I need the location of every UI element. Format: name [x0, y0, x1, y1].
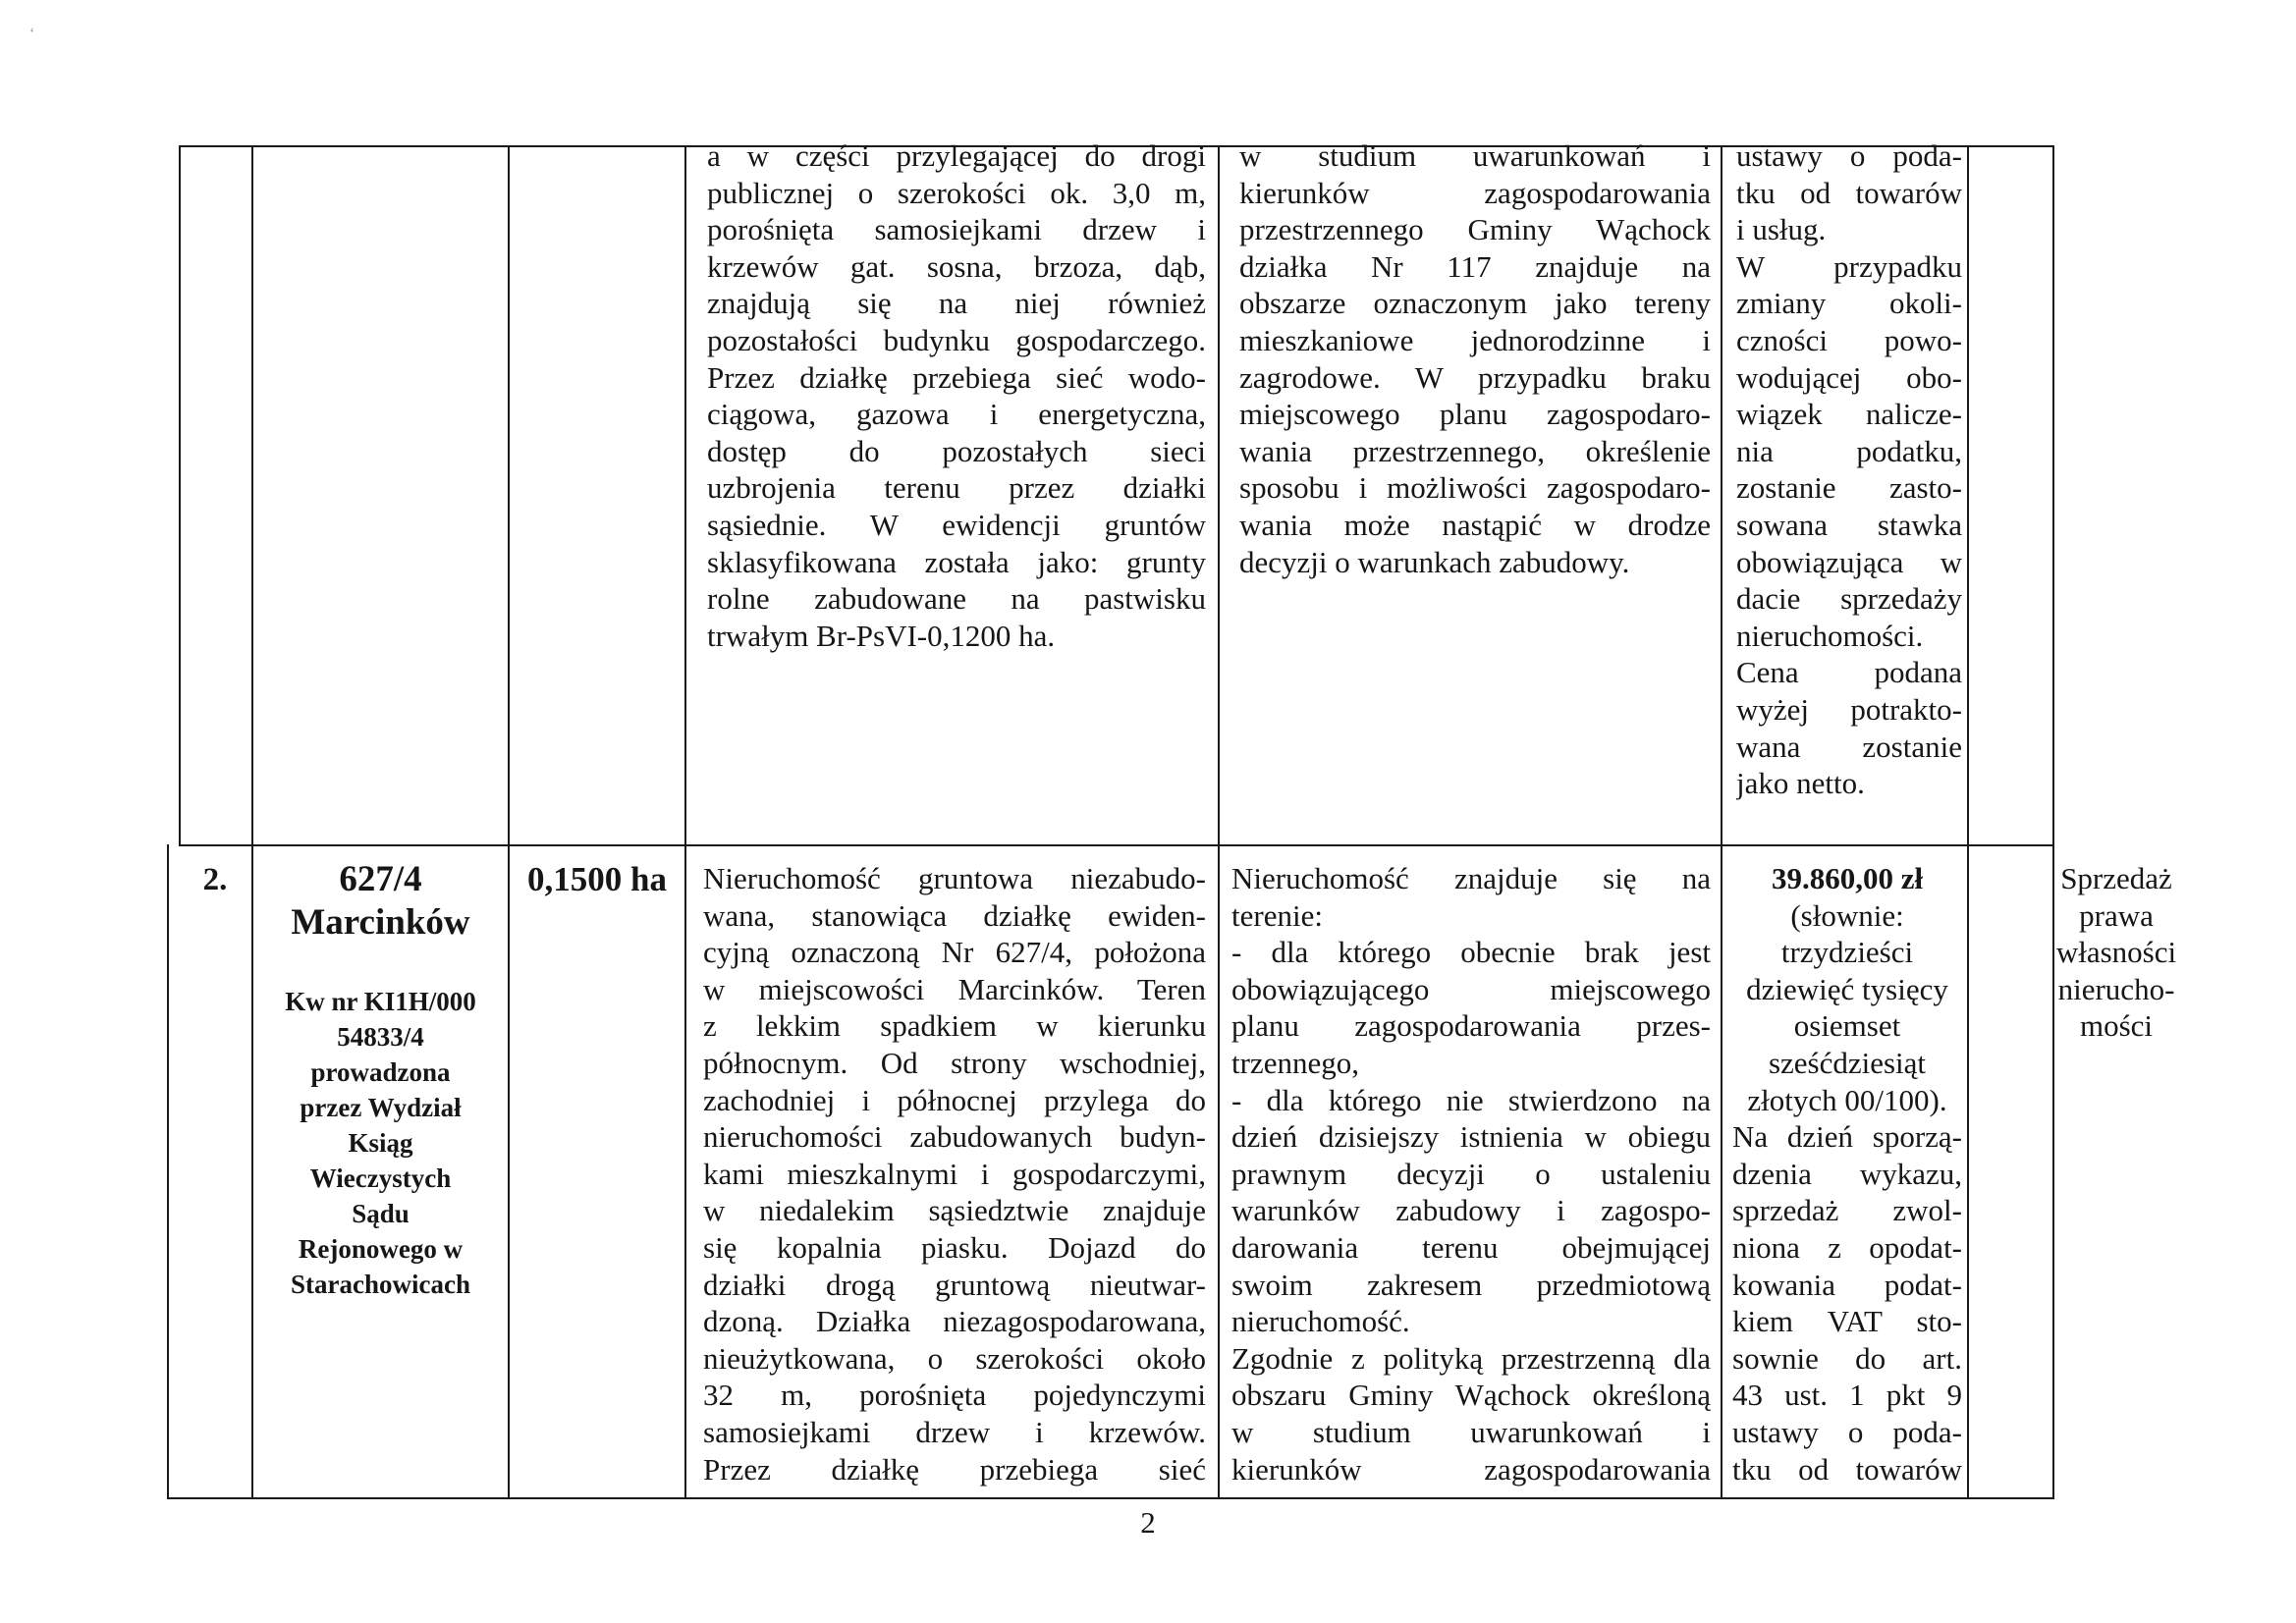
- text-line: z lekkim spadkiem w kierunku: [703, 1008, 1206, 1044]
- text-line: Nieruchomość gruntowa niezabudo-: [703, 861, 1206, 895]
- text-line: tku od towarów: [1736, 175, 1962, 210]
- text-line: nia podatku,: [1736, 433, 1962, 468]
- text-line: znajdują się na niej również: [707, 286, 1206, 321]
- locality-name: Marcinków: [291, 902, 470, 943]
- text-line: uzbrojenia terenu przez działki: [707, 470, 1206, 506]
- text-line: Zgodnie z polityką przestrzenną dla: [1231, 1340, 1711, 1376]
- text-line: wiązek nalicze-: [1736, 397, 1962, 432]
- col-border-4: [1218, 145, 1220, 1499]
- text-line: jako netto.: [1736, 766, 1865, 801]
- land-register-line: przez Wydział: [300, 1093, 462, 1122]
- col-border-7: [2052, 145, 2054, 1499]
- text-line: osiemset: [1793, 1008, 1901, 1044]
- text-line: 43 ust. 1 pkt 9: [1732, 1378, 1962, 1413]
- text-line: 32 m, porośnięta pojedynczymi: [703, 1378, 1206, 1413]
- parcel-area: 0,1500 ha: [527, 860, 667, 898]
- text-line: terenie:: [1231, 897, 1323, 933]
- text-line: kierunków zagospodarowania: [1239, 175, 1711, 210]
- text-line: w studium uwarunkowań i: [1231, 1414, 1711, 1449]
- text-line: publicznej o szerokości ok. 3,0 m,: [707, 175, 1206, 210]
- text-line: - dla którego nie stwierdzono na: [1231, 1082, 1711, 1117]
- table-bottom-border: [167, 1497, 2054, 1499]
- land-register-line: Rejonowego w: [298, 1234, 464, 1264]
- page-number: 2: [1140, 1505, 1156, 1540]
- row-number-text: 2.: [202, 862, 228, 897]
- text-line: Przez działkę przebiega sieć wodo-: [707, 359, 1206, 395]
- text-line: wana, stanowiąca działkę ewiden-: [703, 897, 1206, 933]
- top-price-cell: [1736, 137, 1962, 802]
- land-register-line: 54833/4: [337, 1022, 424, 1052]
- text-line: Sprzedaż: [2060, 861, 2172, 895]
- col-border-0: [179, 145, 181, 846]
- description-cell: [703, 860, 1206, 1488]
- text-line: darowania terenu obejmującej: [1231, 1229, 1711, 1265]
- sale-form-text: [1954, 860, 2278, 1045]
- text-line: nieruchomość.: [1231, 1304, 1410, 1339]
- land-register-line: prowadzona: [310, 1057, 451, 1087]
- text-line: północnym. Od strony wschodniej,: [703, 1045, 1206, 1080]
- text-line: trzydzieści: [1780, 935, 1914, 970]
- text-line: się kopalnia piasku. Dojazd do: [703, 1229, 1206, 1265]
- col-border-6: [1967, 145, 1969, 1499]
- text-line: sownie do art.: [1732, 1340, 1962, 1376]
- text-line: w studium uwarunkowań i: [1239, 138, 1711, 173]
- text-line: ciągowa, gazowa i energetyczna,: [707, 397, 1206, 432]
- text-line: dzoną. Działka niezagospodarowana,: [703, 1304, 1206, 1339]
- text-line: tku od towarów: [1732, 1451, 1962, 1487]
- col-border-2: [508, 145, 510, 1499]
- text-line: czności powo-: [1736, 322, 1962, 357]
- text-line: trzennego,: [1231, 1045, 1359, 1080]
- text-line: niona z opodat-: [1732, 1229, 1962, 1265]
- text-line: wana zostanie: [1736, 729, 1962, 764]
- text-line: Na dzień sporzą-: [1732, 1119, 1962, 1155]
- text-line: sowana stawka: [1736, 507, 1962, 542]
- text-line: wodującej obo-: [1736, 359, 1962, 395]
- text-line: wania przestrzennego, określenie: [1239, 433, 1711, 468]
- text-line: kierunków zagospodarowania: [1231, 1451, 1711, 1487]
- text-line: sześćdziesiąt: [1768, 1045, 1927, 1080]
- top-zoning-cell: [1239, 137, 1711, 580]
- text-line: nieruchomości.: [1736, 618, 1924, 653]
- text-line: przestrzennego Gminy Wąchock: [1239, 212, 1711, 247]
- text-line: pozostałości budynku gospodarczego.: [707, 322, 1206, 357]
- text-line: Przez działkę przebiega sieć: [703, 1451, 1206, 1487]
- text-line: krzewów gat. sosna, brzoza, dąb,: [707, 248, 1206, 284]
- text-line: - dla którego obecnie brak jest: [1231, 935, 1711, 970]
- text-line: a w części przylegającej do drogi: [707, 138, 1206, 173]
- text-line: obszarze oznaczonym jako tereny: [1239, 286, 1711, 321]
- land-register-line: Wieczystych: [309, 1163, 452, 1193]
- scan-speck: ‘: [29, 26, 35, 42]
- price-cell: [1732, 860, 1962, 1488]
- text-line: zagrodowe. W przypadku braku: [1239, 359, 1711, 395]
- text-line: miejscowego planu zagospodaro-: [1239, 397, 1711, 432]
- text-line: dacie sprzedaży: [1736, 581, 1962, 617]
- text-line: trwałym Br-PsVI-0,1200 ha.: [707, 618, 1056, 653]
- text-line: dziewięć tysięcy: [1746, 971, 1948, 1006]
- text-line: nieruchomości zabudowanych budyn-: [703, 1119, 1206, 1155]
- land-register-line: Ksiąg: [348, 1128, 413, 1158]
- text-line: zostanie zasto-: [1736, 470, 1962, 506]
- text-line: planu zagospodarowania przes-: [1231, 1008, 1711, 1044]
- text-line: kowania podat-: [1732, 1267, 1962, 1302]
- row-number: [179, 858, 251, 901]
- text-line: obowiązującego miejscowego: [1231, 971, 1711, 1006]
- text-line: zmiany okoli-: [1736, 286, 1962, 321]
- text-line: porośnięta samosiejkami drzew i: [707, 212, 1206, 247]
- text-line: Cena podana: [1736, 655, 1962, 690]
- text-line: W przypadku: [1736, 248, 1962, 284]
- land-register-line: Starachowicach: [291, 1270, 470, 1299]
- text-line: samosiejkami drzew i krzewów.: [703, 1414, 1206, 1449]
- zoning-cell: [1231, 860, 1711, 1488]
- text-line: złotych 00/100).: [1747, 1082, 1947, 1117]
- text-line: sprzedaż zwol-: [1732, 1193, 1962, 1228]
- text-line: mieszkaniowe jednorodzinne i: [1239, 322, 1711, 357]
- text-line: swoim zakresem przedmiotową: [1231, 1267, 1711, 1302]
- text-line: warunków zabudowy i zagospo-: [1231, 1193, 1711, 1228]
- parcel-number: 627/4: [339, 859, 422, 899]
- text-line: sklasyfikowana została jako: grunty: [707, 544, 1206, 579]
- text-line: dzenia wykazu,: [1732, 1156, 1962, 1191]
- col-border-0b: [167, 844, 169, 1499]
- text-line: obowiązująca w: [1736, 544, 1962, 579]
- text-line: działka Nr 117 znajduje na: [1239, 248, 1711, 284]
- area-cell: [510, 858, 684, 901]
- text-line: i usług.: [1736, 212, 1827, 247]
- text-line: (słownie:: [1790, 897, 1904, 933]
- land-register-line: Sądu: [352, 1199, 410, 1228]
- text-line: decyzji o warunkach zabudowy.: [1239, 544, 1630, 579]
- text-line: sposobu i możliwości zagospodaro-: [1239, 470, 1711, 506]
- text-line: w niedalekim sąsiedztwie znajduje: [703, 1193, 1206, 1228]
- text-line: dostęp do pozostałych sieci: [707, 433, 1206, 468]
- price-amount: 39.860,00 zł: [1771, 861, 1924, 895]
- text-line: ustawy o poda-: [1736, 138, 1962, 173]
- col-border-5: [1721, 145, 1722, 1499]
- text-line: ustawy o poda-: [1732, 1414, 1962, 1449]
- text-line: cyjną oznaczoną Nr 627/4, położona: [703, 935, 1206, 970]
- row-divider: [179, 844, 2054, 846]
- text-line: prawa: [2079, 897, 2154, 933]
- text-line: nierucho-: [2057, 971, 2175, 1006]
- parcel-cell: [253, 858, 508, 1302]
- text-line: sąsiednie. W ewidencji gruntów: [707, 507, 1206, 542]
- text-line: rolne zabudowane na pastwisku: [707, 581, 1206, 617]
- text-line: wania może nastąpić w drodze: [1239, 507, 1711, 542]
- text-line: prawnym decyzji o ustaleniu: [1231, 1156, 1711, 1191]
- text-line: dzień dzisiejszy istnienia w obiegu: [1231, 1119, 1711, 1155]
- text-line: Nieruchomość znajduje się na: [1231, 861, 1711, 895]
- text-line: kami mieszkalnymi i gospodarczymi,: [703, 1156, 1206, 1191]
- text-line: w miejscowości Marcinków. Teren: [703, 971, 1206, 1006]
- text-line: własności: [2055, 935, 2177, 970]
- top-description-cell: [707, 137, 1206, 654]
- text-line: nieużytkowana, o szerokości około: [703, 1340, 1206, 1376]
- text-line: obszaru Gminy Wąchock określoną: [1231, 1378, 1711, 1413]
- col-border-3: [684, 145, 686, 1499]
- text-line: zachodniej i północnej przylega do: [703, 1082, 1206, 1117]
- text-line: działki drogą gruntową nieutwar-: [703, 1267, 1206, 1302]
- land-register-line: Kw nr KI1H/000: [285, 987, 476, 1016]
- text-line: wyżej potrakto-: [1736, 691, 1962, 727]
- text-line: mości: [2079, 1008, 2154, 1044]
- text-line: kiem VAT sto-: [1732, 1304, 1962, 1339]
